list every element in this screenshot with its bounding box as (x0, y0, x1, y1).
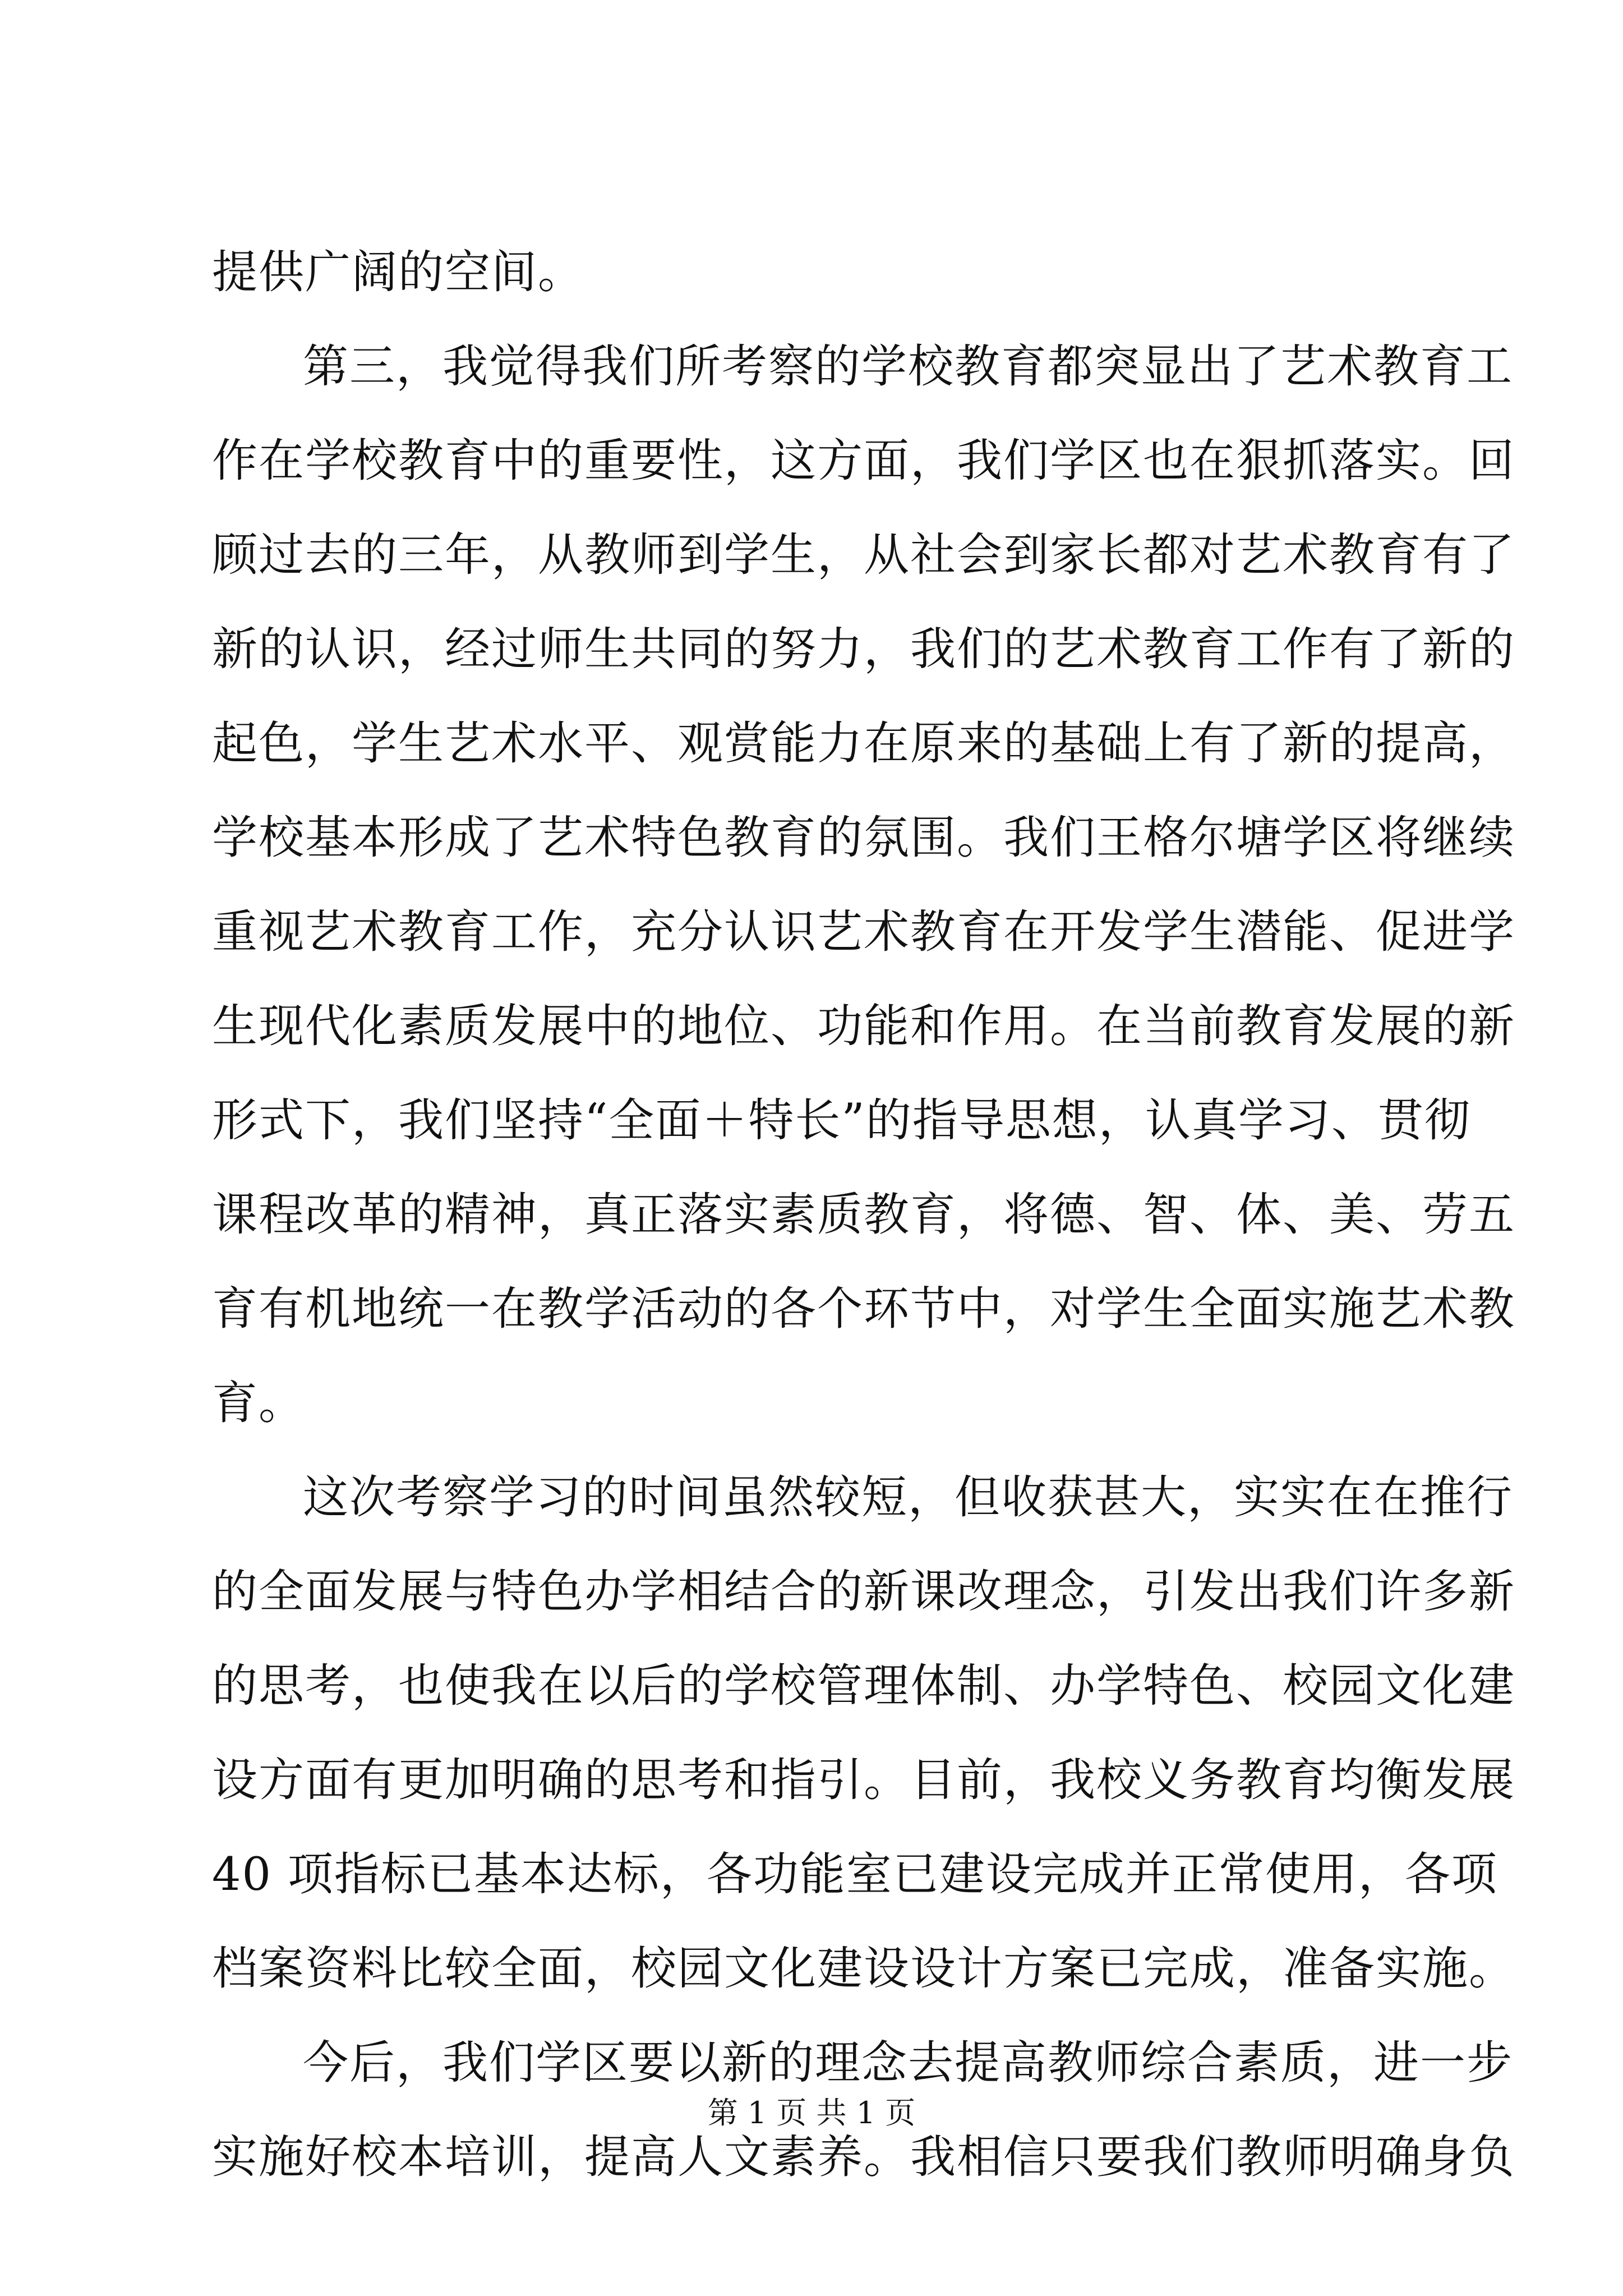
text-line: 学校基本形成了艺术特色教育的氛围。我们王格尔塘学区将继续 (212, 812, 1516, 864)
text-line: 第三，我觉得我们所考察的学校教育都突显出了艺术教育工 (303, 341, 1514, 393)
text-line: 40 项指标已基本达标，各功能室已建设完成并正常使用，各项 (212, 1848, 1498, 1901)
text-line: 重视艺术教育工作，充分认识艺术教育在开发学生潜能、促进学 (212, 906, 1516, 959)
text-line: 档案资料比较全面，校园文化建设设计方案已完成，准备实施。 (212, 1943, 1516, 1995)
page-number-label: 第 1 页 共 1 页 (707, 2095, 916, 2131)
text-line: 课程改革的精神，真正落实素质教育，将德、智、体、美、劳五 (212, 1189, 1516, 1241)
text-line: 提供广阔的空间。 (212, 246, 585, 299)
text-line: 今后，我们学区要以新的理念去提高教师综合素质，进一步 (303, 2037, 1514, 2090)
text-line: 实施好校本培训，提高人文素养。我相信只要我们教师明确身负 (212, 2131, 1516, 2184)
text-line: 育有机地统一在教学活动的各个环节中，对学生全面实施艺术教 (212, 1283, 1516, 1336)
text-line: 顾过去的三年，从教师到学生，从社会到家长都对艺术教育有了 (212, 529, 1516, 582)
page-footer (0, 2093, 1623, 2133)
text-line: 的全面发展与特色办学相结合的新课改理念，引发出我们许多新 (212, 1566, 1516, 1618)
text-line: 育。 (212, 1377, 306, 1430)
text-line: 设方面有更加明确的思考和指引。目前，我校义务教育均衡发展 (212, 1754, 1516, 1807)
document-body (212, 245, 1516, 2224)
text-line: 生现代化素质发展中的地位、功能和作用。在当前教育发展的新 (212, 1000, 1516, 1053)
text-line: 的思考，也使我在以后的学校管理体制、办学特色、校园文化建 (212, 1660, 1516, 1713)
text-line: 形式下，我们坚持“全面＋特长”的指导思想，认真学习、贯彻 (212, 1094, 1471, 1147)
text-line: 这次考察学习的时间虽然较短，但收获甚大，实实在在推行 (303, 1471, 1514, 1524)
text-line: 作在学校教育中的重要性，这方面，我们学区也在狠抓落实。回 (212, 435, 1516, 487)
text-line: 新的认识，经过师生共同的努力，我们的艺术教育工作有了新的 (212, 623, 1516, 676)
text-line: 起色，学生艺术水平、观赏能力在原来的基础上有了新的提高， (212, 717, 1516, 770)
